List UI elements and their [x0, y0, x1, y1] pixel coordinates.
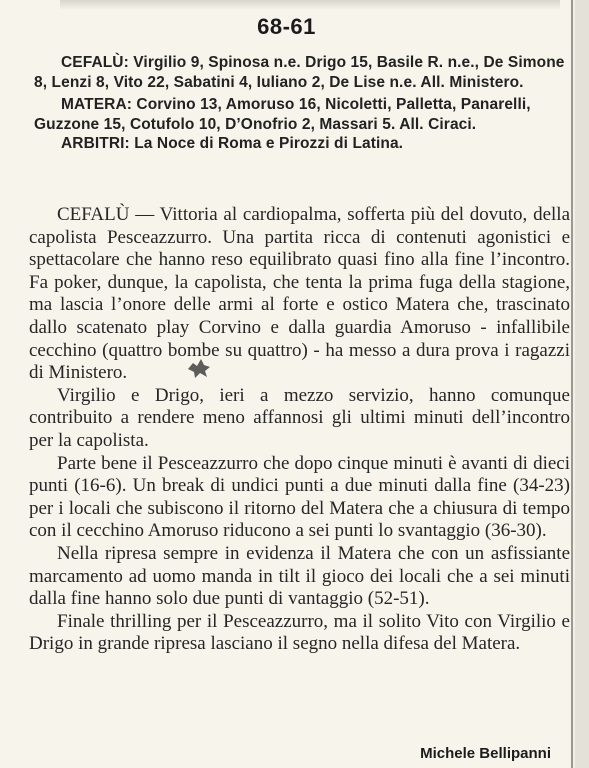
article-paragraph: CEFALÙ — Vittoria al cardiopalma, sofferta più del dovuto, della capolista Pesceazzurro. Una partita ricca di contenuti agonistici e spettacolare che hanno reso equilibrato quasi fino alla fine l’incontro. Fa poker, dunque, la capolista, che tenta la prima fuga della stagione, ma lascia l’onore delle armi al forte e ostico Matera che, trascinato dallo scatenato play Corvino e dalla guardia Amoruso - infallibile cecchino (quattro bombe su quattro) - ha messo a dura prova i ragazzi di Ministero. — [29, 204, 570, 384]
referees: ARBITRI: La Noce di Roma e Pirozzi di Latina. — [61, 135, 404, 152]
lineup-matera: MATERA: Corvino 13, Amoruso 16, Nicoletti, Palletta, Panarelli, Guzzone 15, Cotufolo 10, D’Onofrio 2, Massari 5. All. Ciraci. — [34, 96, 531, 133]
author-signature: Michele Bellipanni — [420, 745, 551, 762]
article-paragraph: Nella ripresa sempre in evidenza il Matera che con un asfissiante marcamento ad uomo manda in tilt il gioco dei locali che a sei minuti dalla fine hanno solo due punti di vantaggio (52-51). — [29, 542, 570, 610]
article-body — [29, 204, 570, 656]
article-paragraph: Parte bene il Pesceazzurro che dopo cinque minuti è avanti di dieci punti (16-6). Un break di undici punti a due minuti dalla fine (34-23) per i locali che subiscono il ritorno del Matera che a chiusura di tempo con il cecchino Amoruso riducono a sei punti lo svantaggio (36-30). — [29, 452, 570, 542]
lineup-cefalu: CEFALÙ: Virgilio 9, Spinosa n.e. Drigo 15, Basile R. n.e., De Simone 8, Lenzi 8, Vito 22, Sabatini 4, Iuliano 2, De Lise n.e. All. Ministero. — [34, 54, 565, 91]
lineups-block — [34, 53, 582, 154]
match-score: 68-61 — [257, 14, 316, 39]
bleed-through-text — [60, 0, 560, 10]
scanner-margin — [575, 0, 589, 768]
article-paragraph: Finale thrilling per il Pesceazzurro, ma il solito Vito con Virgilio e Drigo in grande ripresa lasciano il segno nella difesa del Matera. — [29, 610, 570, 655]
ink-stain-icon — [184, 355, 212, 381]
article-paragraph: Virgilio e Drigo, ieri a mezzo servizio, hanno comunque contribuito a rendere meno affannosi gli ultimi minuti dell’incontro per la capolista. — [29, 384, 570, 451]
